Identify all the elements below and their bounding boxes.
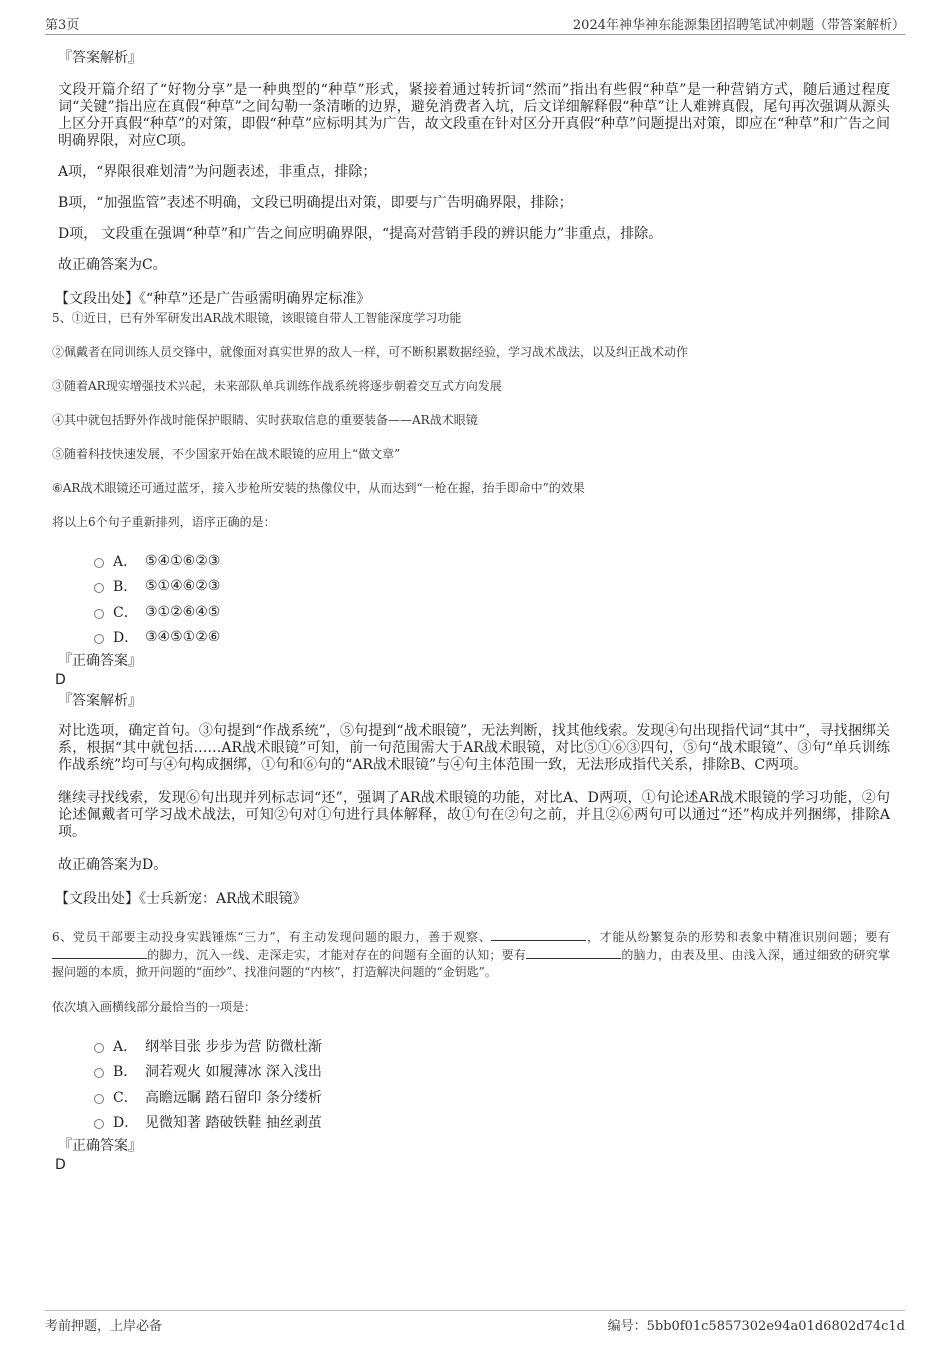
radio-icon[interactable] [94,634,104,644]
page-footer [45,1310,905,1333]
option-letter: B． [113,579,138,596]
option-a[interactable] [94,548,890,574]
option-list [94,1033,890,1135]
option-letter: B． [113,1064,138,1081]
question-5 [52,310,890,650]
option-letter: A． [113,1038,138,1055]
radio-icon[interactable] [94,1043,104,1053]
correct-answer-label: 『正确答案』 [58,653,142,669]
analysis-paragraph: B项，“加强监管”表述不明确，文段已明确提出对策，即要与广告明确界限，排除； [58,195,573,211]
document-title: 2024年神华神东能源集团招聘笔试冲刺题（带答案解析） [572,18,905,33]
passage-source: 【文段出处】《“种草”还是广告亟需明确界定标准》 [55,291,371,307]
analysis-paragraph: 对比选项，确定首句。③句提到“作战系统”，⑤句提到“战术眼镜”，无法判断，找其他线索。发现④句出现指代词“其中”，寻找捆绑关系，根据“其中就包括……AR战术眼镜”可知，前一句范围需大于AR战术眼镜，对比⑤①⑥③四句，⑤句“战术眼镜”、③句“单兵训练作战系统”均可与④句构成捆绑，①句和⑥句的“AR战术眼镜”与④句主体范围一致，无法形成指代关系，排除B、C两项。 [58,723,890,773]
analysis-paragraph: 文段开篇介绍了“好物分享”是一种典型的“种草”形式，紧接着通过转折词“然而”指出有些假“种草”是一种营销方式，随后通过程度词“关键”指出应在真假“种草”之间勾勒一条清晰的边界，避免消费者入坑，后文详细解释假“种草”让人难辨真假，尾句再次强调从源头上区分开真假“种草”的对策，即假“种草”应标明其为广告，故文段重在针对区分开真假“种草”问题提出对策，即应在“种草”和广告之间明确界限，对应C项。 [58,82,890,149]
option-letter: A． [113,553,138,570]
radio-icon[interactable] [94,583,104,593]
question-prompt: 依次填入画横线部分最恰当的一项是： [52,1000,257,1014]
analysis-paragraph: A项，“界限很难划清”为问题表述，非重点，排除； [58,164,377,180]
stem-text: ，才能从纷繁复杂的形势和表象中精准识别问题；要有 [586,930,890,944]
correct-answer: D [55,1157,66,1173]
fill-blank [526,946,621,959]
question-sentence: ⑥AR战术眼镜还可通过蓝牙，接入步枪所安装的热像仪中，从而达到“一枪在握，抬手即命中”的效果 [52,481,585,495]
question-sentence: ⑤随着科技快速发展，不少国家开始在战术眼镜的应用上“做文章” [52,447,401,461]
page-content [52,44,890,1175]
document-id: 编号：5bb0f01c5857302e94a01d6802d74c1d [607,1319,905,1334]
option-c[interactable] [94,599,890,625]
option-text: 纲举目张 步步为营 防微杜渐 [145,1038,322,1055]
radio-icon[interactable] [94,1068,104,1078]
fill-blank [491,928,586,941]
correct-answer-label: 『正确答案』 [58,1138,142,1154]
correct-answer: D [55,672,66,688]
radio-icon[interactable] [94,1094,104,1104]
question-sentence: ③随着AR现实增强技术兴起，未来部队单兵训练作战系统将逐步朝着交互式方向发展 [52,379,502,393]
radio-icon[interactable] [94,558,104,568]
option-text: ③①②⑥④⑤ [145,603,221,620]
analysis-paragraph: 故正确答案为D。 [58,857,168,873]
passage-source: 【文段出处】《士兵新宠：AR战术眼镜》 [55,891,307,907]
option-text: 见微知著 踏破铁鞋 抽丝剥茧 [145,1115,322,1132]
question-prompt: 将以上6个句子重新排列，语序正确的是： [52,515,276,529]
stem-text: 6、党员干部要主动投身实践锤炼“三力”，有主动发现问题的眼力，善于观察、 [52,930,492,944]
question-6 [52,928,890,1135]
radio-icon[interactable] [94,609,104,619]
option-text: ⑤①④⑥②③ [145,578,221,595]
footer-slogan: 考前押题，上岸必备 [45,1319,163,1334]
page-header [45,12,905,35]
analysis-paragraph: D项， 文段重在强调“种草”和广告之间应明确界限，“提高对营销手段的辨识能力”非重点，排除。 [58,226,663,242]
question-sentence: ④其中就包括野外作战时能保护眼睛、实时获取信息的重要装备——AR战术眼镜 [52,413,478,427]
fill-blank [52,946,147,959]
option-text: ⑤④①⑥②③ [145,552,221,569]
option-a[interactable] [94,1033,890,1059]
analysis-paragraph: 继续寻找线索，发现⑥句出现并列标志词“还”，强调了AR战术眼镜的功能，对比A、D两项，①句论述AR战术眼镜的学习功能，②句论述佩戴者可学习战术战法，可知②句对①句进行具体解释，故①句在②句之前，并且②⑥两句可以通过“还”构成并列捆绑，排除A项。 [58,790,890,840]
option-letter: D． [113,630,139,647]
page-number: 第3页 [45,18,80,33]
option-text: ③④⑤①②⑥ [145,629,221,646]
option-d[interactable] [94,625,890,651]
option-text: 洞若观火 如履薄冰 深入浅出 [145,1064,322,1081]
analysis-label: 『答案解析』 [58,50,142,66]
analysis-paragraph: 故正确答案为C。 [58,257,167,273]
option-list [94,548,890,650]
option-letter: C． [113,1089,138,1106]
radio-icon[interactable] [94,1119,104,1129]
option-d[interactable] [94,1110,890,1136]
stem-text: 的脑力，由表及里、由浅入深，通过细致的研究掌握问题的本质，掀开问题的“面纱”、找准问题的“内核”，打造解决问题的“金钥匙”。 [52,948,890,979]
question-sentence: ②佩戴者在同训练人员交锋中，就像面对真实世界的敌人一样，可不断积累数据经验，学习战术战法，以及纠正战术动作 [52,345,689,359]
question-stem [52,928,890,981]
option-b[interactable] [94,574,890,600]
question-sentence: 5、①近日，已有外军研发出AR战术眼镜，该眼镜自带人工智能深度学习功能 [52,311,462,325]
option-c[interactable] [94,1084,890,1110]
stem-text: 的脚力，沉入一线、走深走实，才能对存在的问题有全面的认知；要有 [147,948,527,962]
option-letter: D． [113,1115,139,1132]
analysis-label: 『答案解析』 [58,693,142,709]
option-text: 高瞻远瞩 踏石留印 条分缕析 [145,1089,322,1106]
option-b[interactable] [94,1059,890,1085]
option-letter: C． [113,604,138,621]
